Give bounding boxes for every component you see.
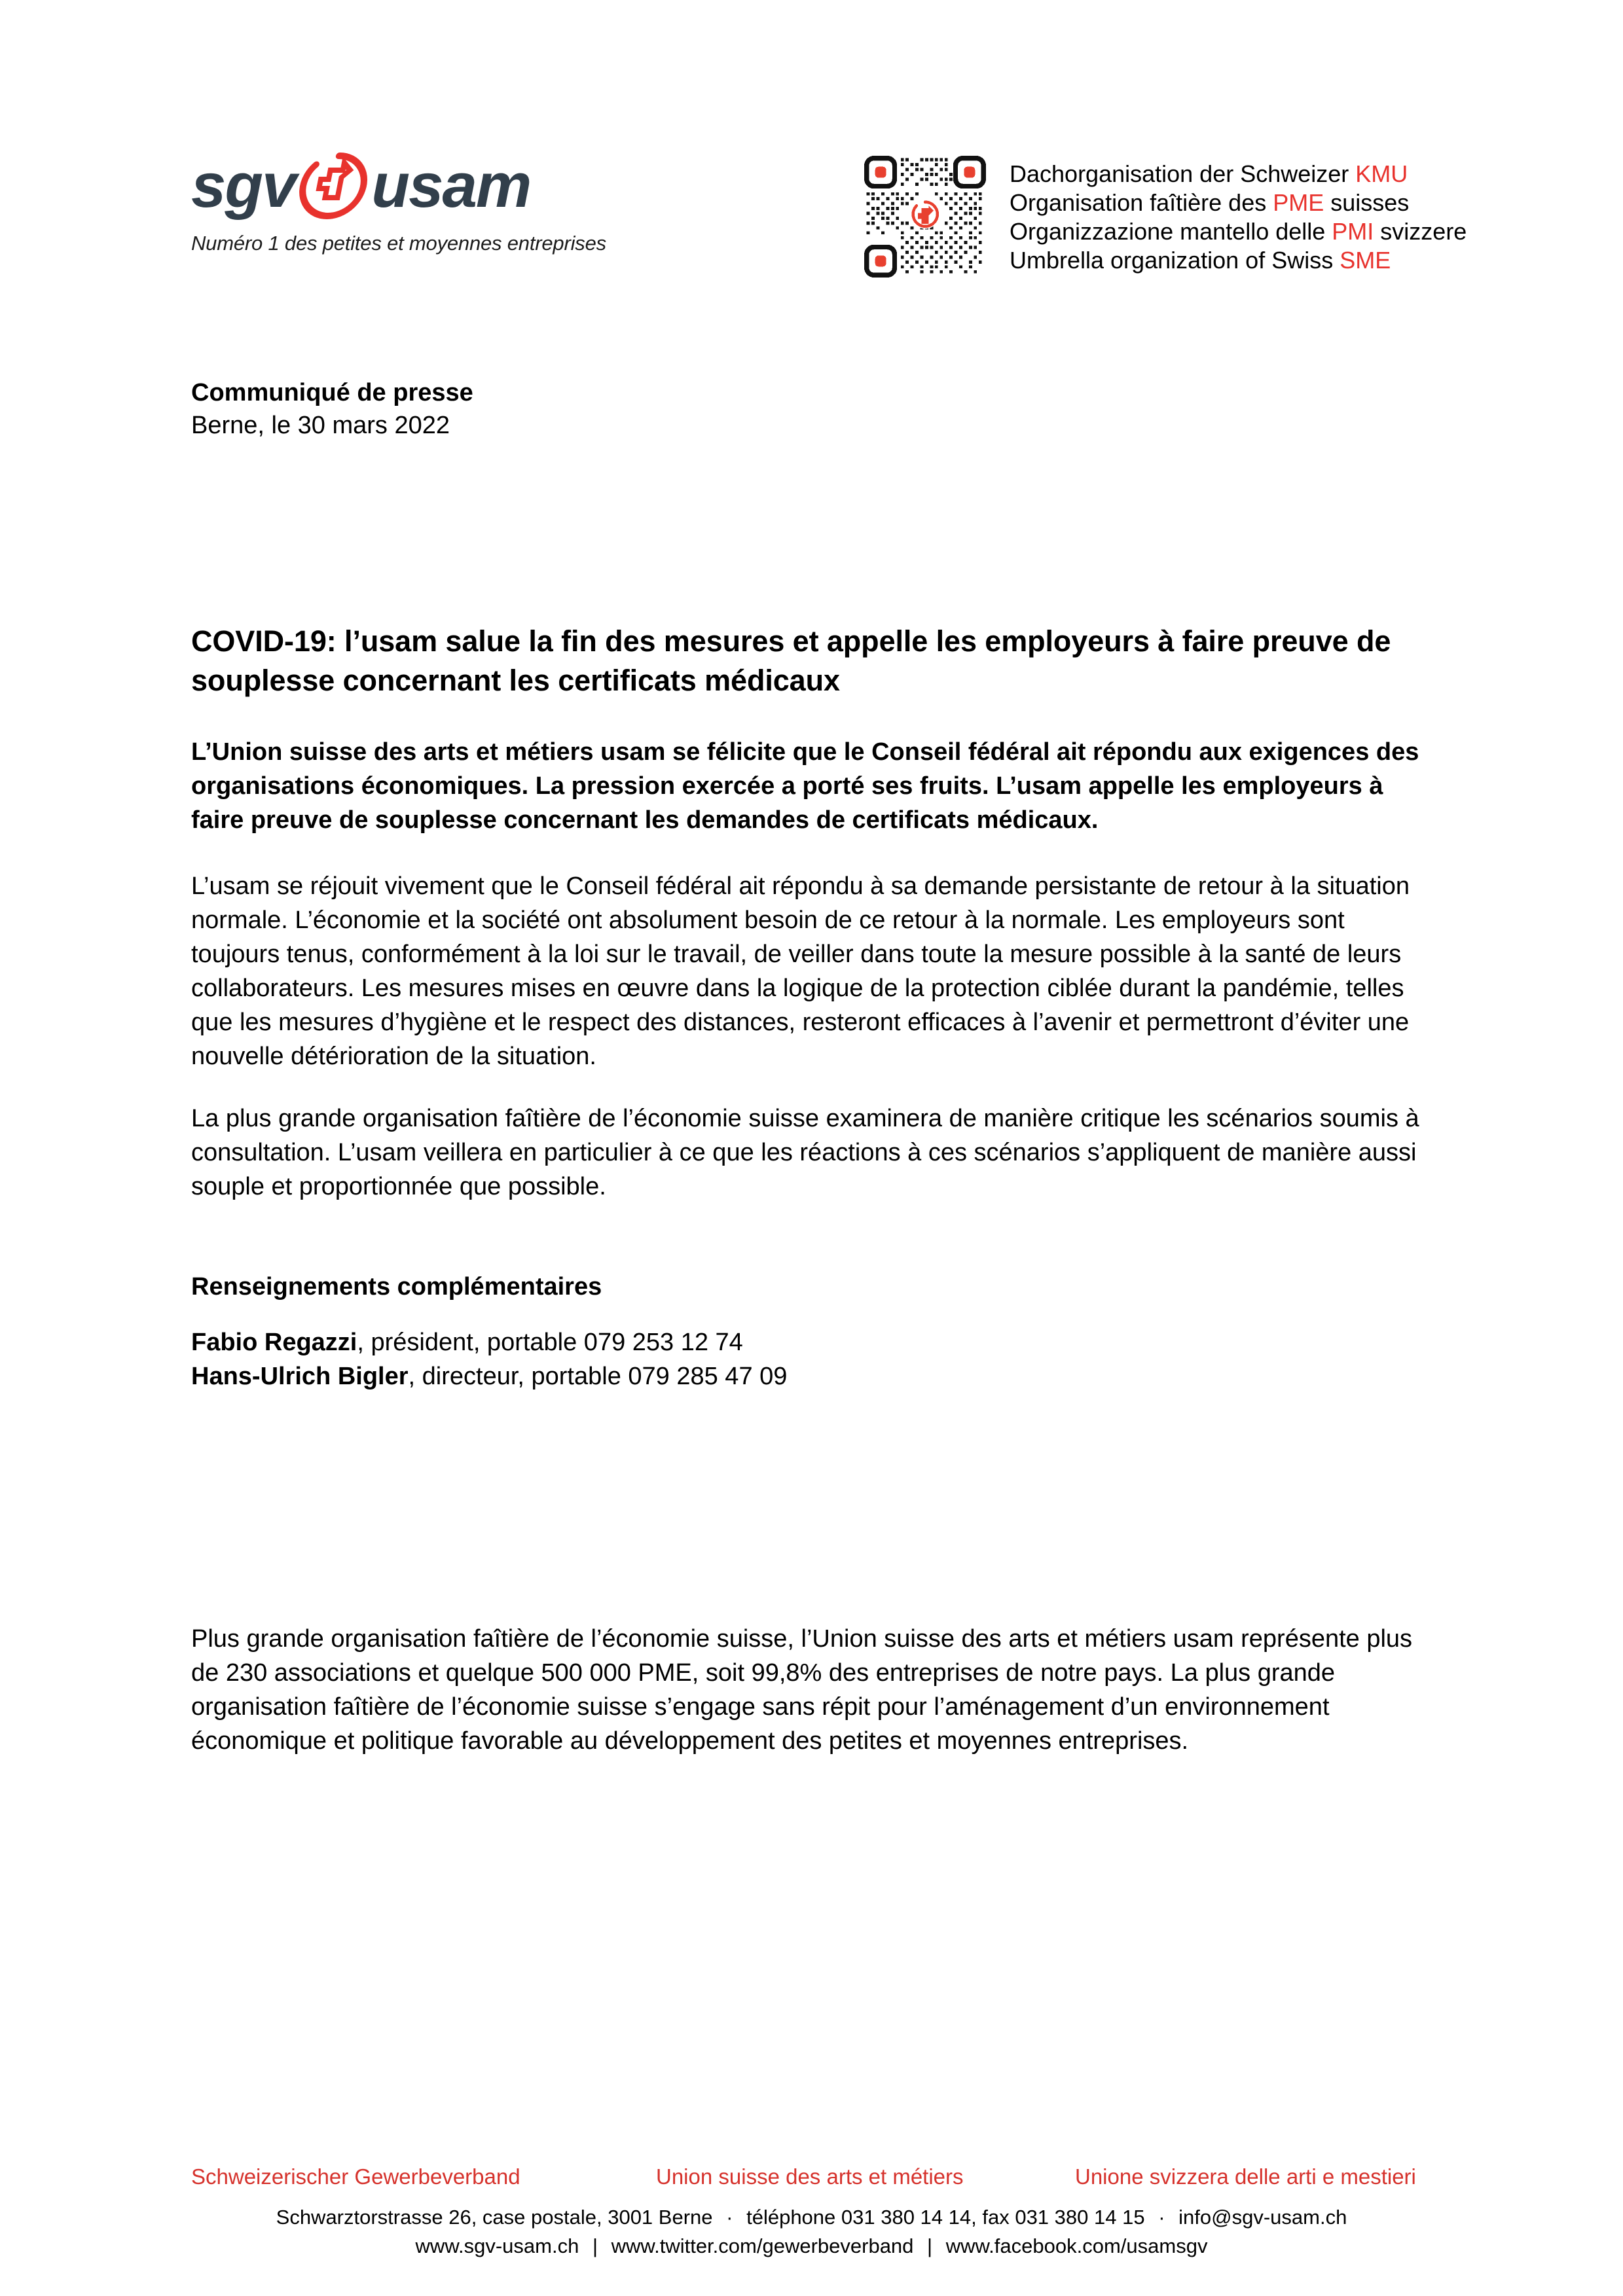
about-organization-boilerplate: Plus grande organisation faîtière de l’économie suisse, l’Union suisse des arts et métiers usam représente plus de 230 associations et quelque 500 000 PME, soit 99,8% des entreprises de notre pays. La plus grande organisation faîtière de l’économie suisse s’engage sans répit pour l’aménagement d’un environnement économique et politique favorable au développement des petites et moyennes entreprises. xyxy=(191,1625,1413,1755)
footer-link-facebook[interactable]: www.facebook.com/usamsgv xyxy=(945,2234,1208,2257)
strapline-line-en: Umbrella organization of Swiss SME xyxy=(1010,247,1391,274)
strapline-line-de: Dachorganisation der Schweizer KMU xyxy=(1010,160,1408,187)
document-footer xyxy=(0,2080,1623,2296)
qr-and-strapline xyxy=(864,156,1467,278)
footer-links-line xyxy=(0,2232,1623,2261)
footer-name-fr: Union suisse des arts et métiers xyxy=(656,2164,964,2189)
footer-separator-dot: · xyxy=(1158,2206,1165,2229)
logo-tagline: Numéro 1 des petites et moyennes entreprises xyxy=(191,232,606,255)
contact-heading: Renseignements complémentaires xyxy=(191,1273,602,1300)
contact-list xyxy=(191,1325,1438,1393)
body-paragraph-2: La plus grande organisation faîtière de l’économie suisse examinera de manière critique les scénarios soumis à consultation. L’usam veillera en particulier à ce que les réactions à ces scénarios s’appliquent de manière aussi souple et proportionnée que possible. xyxy=(191,1105,1419,1200)
strapline-line-it: Organizzazione mantello delle PMI svizzere xyxy=(1010,218,1467,245)
document-type-label: Communiqué de presse xyxy=(191,379,473,406)
footer-contact-details xyxy=(0,2203,1623,2261)
qr-code[interactable] xyxy=(864,156,986,278)
footer-separator-dot: · xyxy=(726,2206,733,2229)
logo-wordmark xyxy=(191,149,610,223)
page-title: COVID-19: l’usam salue la fin des mesures et appelle les employeurs à faire preuve de souplesse concernant les certificats médicaux xyxy=(191,624,1391,698)
footer-name-de: Schweizerischer Gewerbeverband xyxy=(191,2164,520,2189)
contact-person-director: Hans-Ulrich Bigler, directeur, portable 079 285 47 09 xyxy=(191,1363,788,1390)
strapline-line-fr: Organisation faîtière des PME suisses xyxy=(1010,189,1410,216)
footer-link-website[interactable]: www.sgv-usam.ch xyxy=(415,2234,579,2257)
footer-email[interactable]: info@sgv-usam.ch xyxy=(1178,2206,1347,2229)
swiss-cross-circle-logo-icon xyxy=(293,152,374,220)
footer-link-twitter[interactable]: www.twitter.com/gewerbeverband xyxy=(611,2234,914,2257)
logo-text-usam: usam xyxy=(371,151,531,221)
footer-separator-pipe: | xyxy=(592,2234,598,2257)
footer-address: Schwarztorstrasse 26, case postale, 3001 Berne xyxy=(276,2206,713,2229)
footer-organization-names xyxy=(191,2164,1444,2190)
document-header xyxy=(0,149,1623,280)
contact-person-president: Fabio Regazzi, président, portable 079 253 12 74 xyxy=(191,1329,743,1356)
footer-name-it: Unione svizzera delle arti e mestieri xyxy=(1075,2164,1416,2189)
sgv-usam-logo xyxy=(191,149,610,255)
footer-separator-pipe: | xyxy=(927,2234,933,2257)
place-and-date: Berne, le 30 mars 2022 xyxy=(191,412,450,439)
footer-address-line xyxy=(0,2203,1623,2232)
body-paragraph-1: L’usam se réjouit vivement que le Conseil fédéral ait répondu à sa demande persistante de retour à la situation normale. L’économie et la société ont absolument besoin de ce retour à la normale. Les employeurs sont toujours tenus, conformément à la loi sur le travail, de veiller dans toute la mesure possible à la santé de leurs collaborateurs. Les mesures mises en œuvre dans la logique de la protection ciblée durant la pandémie, telles que les mesures d’hygiène et le respect des distances, resteront efficaces à l’avenir et permettront d’éviter une nouvelle détérioration de la situation. xyxy=(191,872,1410,1070)
footer-phone: téléphone 031 380 14 14, fax 031 380 14 15 xyxy=(746,2206,1145,2229)
logo-text-sgv: sgv xyxy=(191,151,296,221)
lead-paragraph: L’Union suisse des arts et métiers usam se félicite que le Conseil fédéral ait répondu aux exigences des organisations économiques. La pression exercée a porté ses fruits. L’usam appelle les employeurs à faire preuve de souplesse concernant les demandes de certificats médicaux. xyxy=(191,738,1419,834)
document-meta xyxy=(191,376,1444,442)
multilingual-strapline xyxy=(1010,156,1467,275)
